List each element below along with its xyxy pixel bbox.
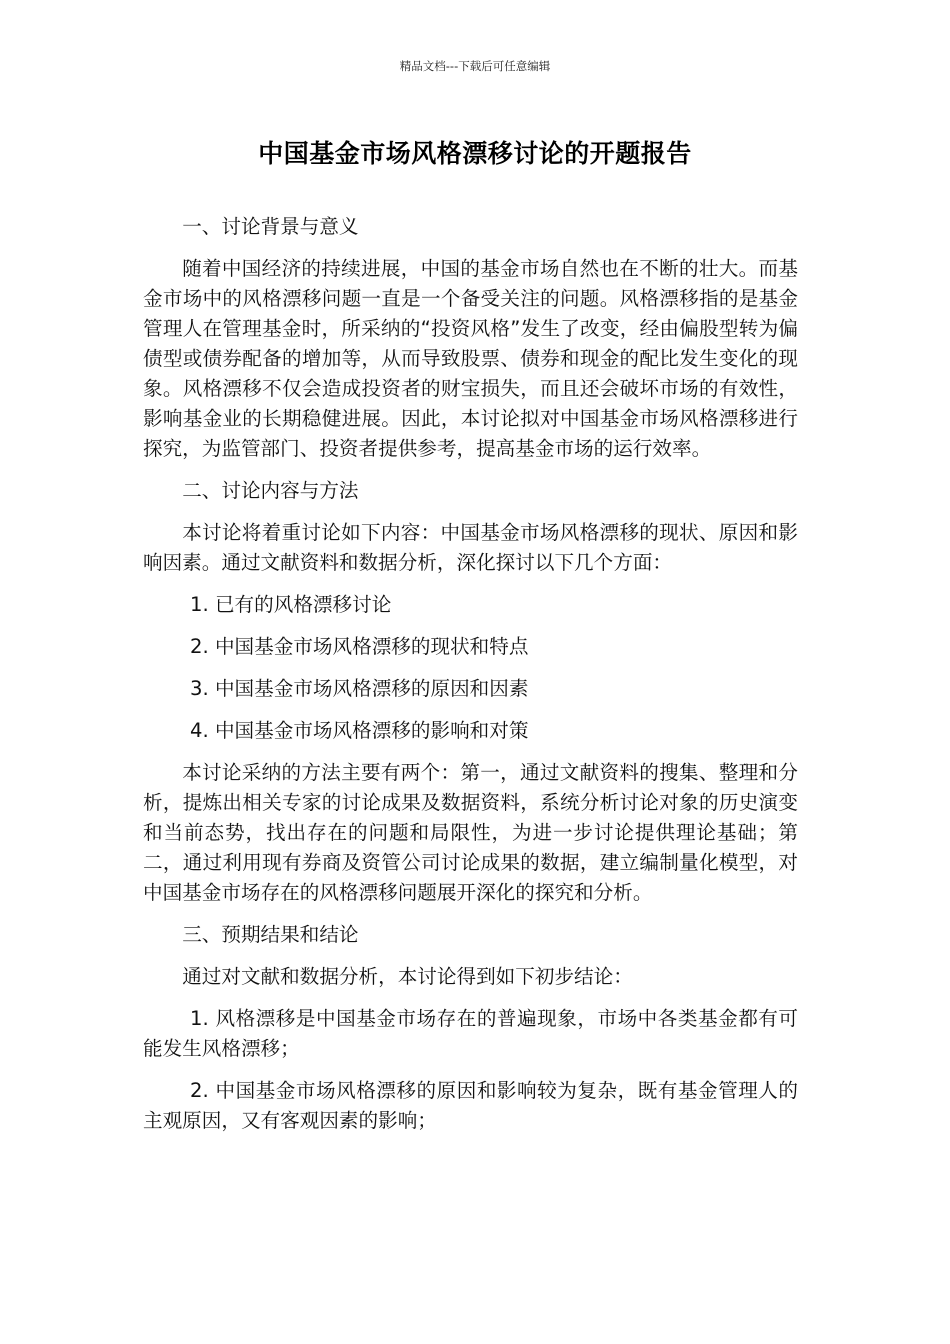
section-2-method: 本讨论采纳的方法主要有两个：第一，通过文献资料的搜集、整理和分析，提炼出相关专家的讨论成果及数据资料，系统分析讨论对象的历史演变和当前态势，找出存在的问题和局限性，为进一步讨论提供理论基础；第二，通过利用现有券商及资管公司讨论成果的数据，建立编制量化模型，对中国基金市场存在的风格漂移问题展开深化的探究和分析。: [143, 761, 798, 904]
section-3-list-item: 1. 风格漂移是中国基金市场存在的普遍现象，市场中各类基金都有可能发生风格漂移；: [143, 1007, 798, 1060]
section-1-paragraph: 随着中国经济的持续进展，中国的基金市场自然也在不断的壮大。而基金市场中的风格漂移问题一直是一个备受关注的问题。风格漂移指的是基金管理人在管理基金时，所采纳的“投资风格”发生了改变，经由偏股型转为偏债型或债券配备的增加等，从而导致股票、债券和现金的配比发生变化的现象。风格漂移不仅会造成投资者的财宝损失，而且还会破坏市场的有效性，影响基金业的长期稳健进展。因此，本讨论拟对中国基金市场风格漂移进行探究，为监管部门、投资者提供参考，提高基金市场的运行效率。: [143, 257, 798, 460]
section-3-intro: 通过对文献和数据分析，本讨论得到如下初步结论：: [182, 965, 633, 988]
section-2-list-item: 1. 已有的风格漂移讨论: [190, 593, 392, 616]
document-body: [143, 212, 798, 1148]
section-2-list-item: 3. 中国基金市场风格漂移的原因和因素: [190, 677, 529, 700]
section-2-heading: 二、讨论内容与方法: [182, 479, 359, 502]
section-2-list-item: 4. 中国基金市场风格漂移的影响和对策: [190, 719, 529, 742]
header-note: 精品文档---下载后可任意编辑: [399, 59, 551, 73]
section-3-list-item: 2. 中国基金市场风格漂移的原因和影响较为复杂，既有基金管理人的主观原因，又有客观因素的影响；: [143, 1079, 798, 1132]
section-2-list-item: 2. 中国基金市场风格漂移的现状和特点: [190, 635, 529, 658]
section-1-heading: 一、讨论背景与意义: [182, 215, 359, 238]
document-title: 中国基金市场风格漂移讨论的开题报告: [258, 139, 692, 168]
section-3-heading: 三、预期结果和结论: [182, 923, 359, 946]
section-2-intro: 本讨论将着重讨论如下内容：中国基金市场风格漂移的现状、原因和影响因素。通过文献资料和数据分析，深化探讨以下几个方面：: [143, 521, 798, 574]
